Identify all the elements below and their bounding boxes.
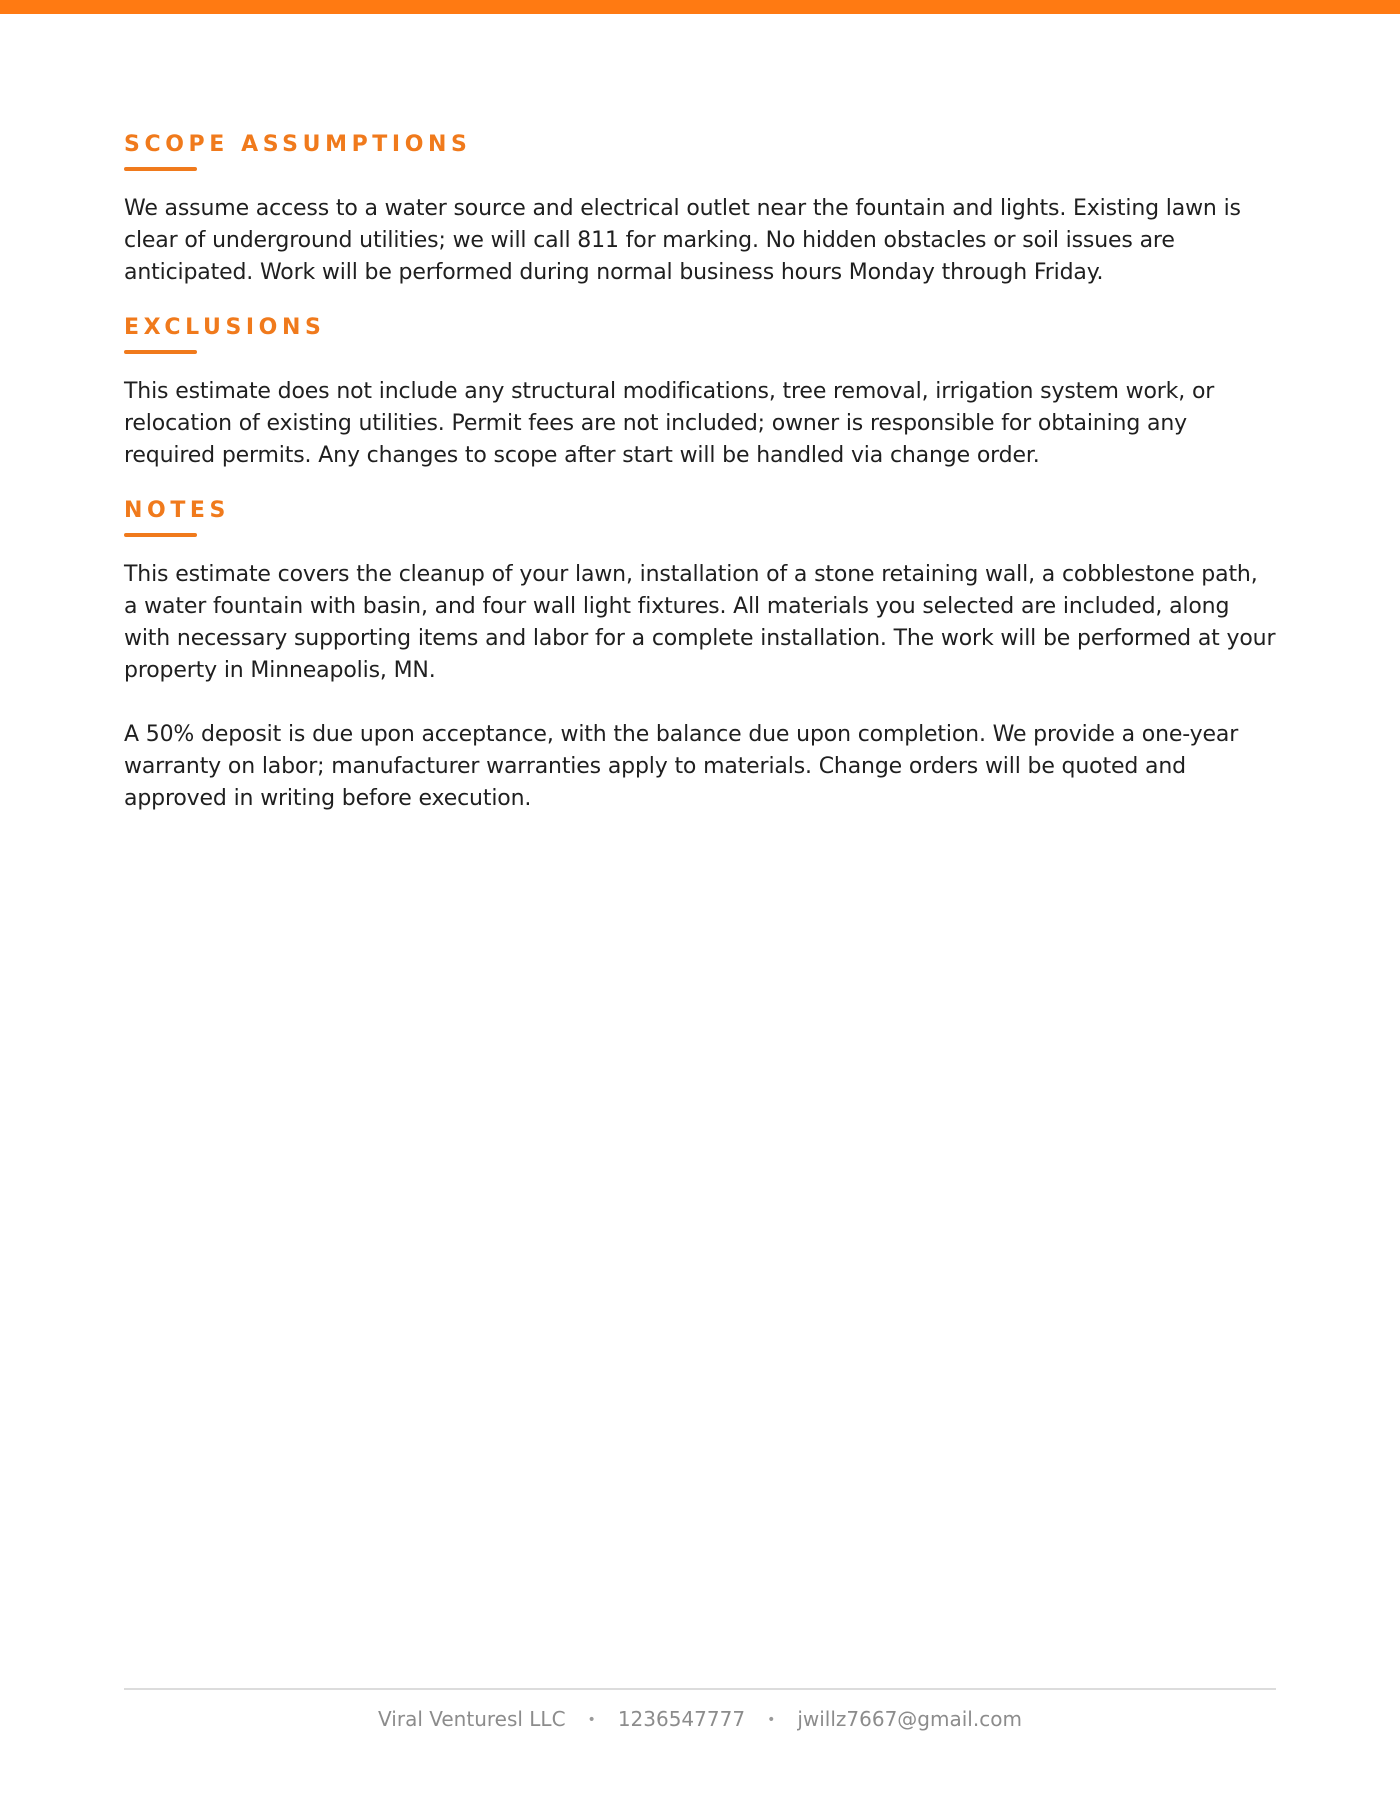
document-body [124, 132, 1276, 815]
paragraph: A 50% deposit is due upon acceptance, with the balance due upon completion. We provide a one-year warranty on labor; manufacturer warranties apply to materials. Change orders will be quoted and approved in writing before execution. [124, 722, 1239, 811]
footer-email: jwillz7667@gmail.com [797, 1707, 1022, 1731]
paragraph: This estimate covers the cleanup of your lawn, installation of a stone retaining wall, a cobblestone path, a water fountain with basin, and four wall light fixtures. All materials you selected are included, along with necessary supporting items and labor for a complete installation. The work will be performed at your property in Minneapolis, MN. [124, 562, 1276, 683]
section-title: EXCLUSIONS [124, 315, 326, 340]
section-title: SCOPE ASSUMPTIONS [124, 132, 472, 157]
section-exclusions [124, 315, 1276, 472]
title-underline [124, 167, 197, 171]
paragraph: This estimate does not include any structural modifications, tree removal, irrigation system work, or relocation of existing utilities. Permit fees are not included; owner is responsible for obtaining any required permits. Any changes to scope after start will be handled via change order. [124, 379, 1215, 468]
footer-separator: • [767, 1712, 776, 1728]
paragraph: We assume access to a water source and electrical outlet near the fountain and lights. Existing lawn is clear of underground utilities; we will call 811 for marking. No hidden obstacles or soil issues are anticipated. Work will be performed during normal business hours Monday through Friday. [124, 196, 1241, 285]
footer-divider [124, 1688, 1276, 1690]
footer-company: Viral Venturesl LLC [378, 1707, 566, 1731]
title-underline [124, 533, 197, 537]
footer-phone: 1236547777 [617, 1707, 746, 1731]
footer [124, 1704, 1276, 1735]
top-accent-bar [0, 0, 1400, 14]
section-body [124, 376, 1276, 472]
section-scope-assumptions [124, 132, 1276, 289]
section-body [124, 559, 1276, 815]
section-notes [124, 498, 1276, 815]
section-title: NOTES [124, 498, 230, 523]
footer-separator: • [587, 1712, 596, 1728]
title-underline [124, 350, 197, 354]
section-body [124, 193, 1276, 289]
